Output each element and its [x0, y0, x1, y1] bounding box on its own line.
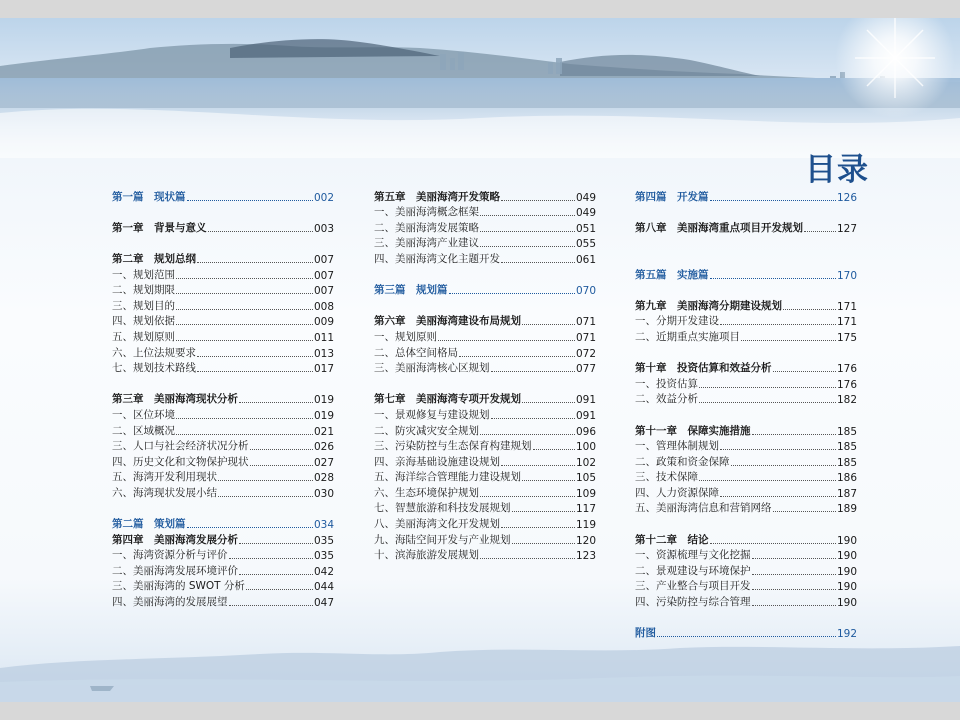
toc-dot-leader	[752, 434, 836, 435]
toc-dot-leader	[459, 356, 575, 357]
toc-page-number: 190	[836, 597, 857, 610]
toc-page-number: 049	[575, 191, 596, 204]
toc-entry-title: 二、美丽海湾发展环境评价	[112, 564, 238, 577]
toc-dot-leader	[491, 418, 575, 419]
toc-dot-leader	[522, 402, 575, 403]
toc-page-number: 027	[313, 456, 334, 469]
toc-section-entry[interactable]	[635, 375, 857, 391]
toc-dot-leader	[176, 418, 313, 419]
toc-page-number: 126	[836, 191, 857, 204]
toc-page-number: 187	[836, 487, 857, 500]
toc-chapter-entry[interactable]	[374, 188, 596, 204]
toc-dot-leader	[480, 558, 575, 559]
toc-entry-title: 五、海洋综合管理能力建设规划	[374, 471, 521, 484]
toc-entry-title: 五、美丽海湾信息和营销网络	[635, 502, 772, 515]
toc-page-number: 071	[575, 331, 596, 344]
toc-page-number: 070	[575, 285, 596, 298]
toc-entry-title: 九、海陆空间开发与产业规划	[374, 533, 511, 546]
toc-page-number: 185	[836, 456, 857, 469]
toc-entry-title: 八、美丽海湾文化开发规划	[374, 518, 500, 531]
toc-dot-leader	[480, 231, 575, 232]
toc-entry-title: 七、智慧旅游和科技发展规划	[374, 502, 511, 515]
toc-spacer	[635, 609, 857, 625]
toc-entry-title: 十、滨海旅游发展规划	[374, 549, 479, 562]
toc-entry-title: 一、美丽海湾概念框架	[374, 206, 479, 219]
toc-dot-leader	[533, 449, 575, 450]
toc-page-number: 007	[313, 253, 334, 266]
toc-spacer	[635, 235, 857, 251]
toc-section-entry[interactable]	[112, 484, 334, 500]
toc-column-1	[112, 188, 334, 609]
toc-section-entry[interactable]	[112, 406, 334, 422]
toc-entry-title: 第十一章 保障实施措施	[635, 424, 751, 437]
toc-entry-title: 四、规划依据	[112, 315, 175, 328]
toc-column-3	[635, 188, 857, 640]
toc-dot-leader	[720, 324, 836, 325]
toc-dot-leader	[480, 215, 575, 216]
toc-page-number: 091	[575, 409, 596, 422]
toc-page-number: 021	[313, 425, 334, 438]
toc-page-number: 192	[836, 628, 857, 641]
toc-section-entry[interactable]	[635, 313, 857, 329]
toc-dot-leader	[752, 605, 836, 606]
toc-section-entry[interactable]	[374, 219, 596, 235]
toc-page-number: 185	[836, 425, 857, 438]
toc-section-entry[interactable]	[635, 469, 857, 485]
toc-section-entry[interactable]	[374, 344, 596, 360]
toc-section-entry[interactable]	[374, 453, 596, 469]
toc-dot-leader	[187, 200, 313, 201]
toc-dot-leader	[783, 309, 836, 310]
toc-dot-leader	[480, 434, 575, 435]
toc-page-number: 190	[836, 550, 857, 563]
toc-page-number: 100	[575, 441, 596, 454]
toc-spacer	[635, 204, 857, 220]
toc-section-entry[interactable]	[374, 235, 596, 251]
toc-section-entry[interactable]	[635, 391, 857, 407]
toc-entry-title: 一、管理体制规划	[635, 440, 719, 453]
toc-entry-title: 第一篇 现状篇	[112, 190, 186, 203]
toc-dot-leader	[480, 496, 575, 497]
toc-section-entry[interactable]	[112, 547, 334, 563]
toc-page-number: 013	[313, 347, 334, 360]
toc-dot-leader	[218, 496, 313, 497]
toc-entry-title: 六、海湾现状发展小结	[112, 486, 217, 499]
toc-section-entry[interactable]	[374, 250, 596, 266]
toc-entry-title: 四、亲海基础设施建设规划	[374, 455, 500, 468]
toc-dot-leader	[197, 356, 313, 357]
toc-section-entry[interactable]	[635, 593, 857, 609]
toc-page-number: 007	[313, 269, 334, 282]
toc-dot-leader	[710, 543, 836, 544]
toc-entry-title: 第五篇 实施篇	[635, 268, 709, 281]
toc-page-number: 035	[313, 534, 334, 547]
toc-section-entry[interactable]	[635, 500, 857, 516]
toc-dot-leader	[741, 340, 836, 341]
toc-entry-title: 二、景观建设与环境保护	[635, 564, 751, 577]
toc-spacer	[112, 204, 334, 220]
toc-page-number: 175	[836, 331, 857, 344]
toc-page-number: 034	[313, 519, 334, 532]
toc-section-entry[interactable]	[635, 438, 857, 454]
toc-entry-title: 五、规划原则	[112, 330, 175, 343]
toc-dot-leader	[491, 371, 575, 372]
toc-page-number: 077	[575, 363, 596, 376]
toc-part-entry[interactable]	[112, 515, 334, 531]
toc-page-number: 009	[313, 316, 334, 329]
toc-spacer	[112, 375, 334, 391]
toc-page-number: 105	[575, 472, 596, 485]
toc-dot-leader	[197, 371, 313, 372]
toc-page-number: 017	[313, 363, 334, 376]
toc-part-entry[interactable]	[635, 188, 857, 204]
toc-entry-title: 三、产业整合与项目开发	[635, 580, 751, 593]
toc-spacer	[635, 282, 857, 298]
toc-entry-title: 三、规划目的	[112, 299, 175, 312]
toc-dot-leader	[699, 387, 836, 388]
toc-page-number: 127	[836, 222, 857, 235]
toc-page-number: 176	[836, 363, 857, 376]
toc-dot-leader	[176, 324, 313, 325]
page-title: 目录	[805, 152, 869, 188]
toc-entry-title: 一、海湾资源分析与评价	[112, 549, 228, 562]
toc-section-entry[interactable]	[112, 328, 334, 344]
toc-entry-title: 二、美丽海湾发展策略	[374, 221, 479, 234]
toc-page-number: 011	[313, 331, 334, 344]
toc-entry-title: 第五章 美丽海湾开发策略	[374, 190, 500, 203]
toc-dot-leader	[512, 543, 575, 544]
toc-chapter-entry[interactable]	[635, 531, 857, 547]
toc-dot-leader	[208, 231, 313, 232]
toc-part-entry[interactable]	[112, 188, 334, 204]
toc-page-number: 002	[313, 191, 334, 204]
toc-dot-leader	[773, 511, 836, 512]
toc-dot-leader	[699, 402, 836, 403]
toc-entry-title: 第九章 美丽海湾分期建设规划	[635, 299, 782, 312]
toc-dot-leader	[250, 465, 313, 466]
toc-dot-leader	[187, 527, 313, 528]
toc-page-number: 190	[836, 565, 857, 578]
toc-section-entry[interactable]	[112, 593, 334, 609]
toc-page-number: 028	[313, 472, 334, 485]
toc-entry-title: 三、美丽海湾的 SWOT 分析	[112, 580, 245, 593]
toc-page	[0, 18, 960, 702]
toc-chapter-entry[interactable]	[374, 391, 596, 407]
toc-dot-leader	[176, 293, 313, 294]
toc-page-number: 061	[575, 253, 596, 266]
toc-entry-title: 二、防灾减灾安全规划	[374, 424, 479, 437]
toc-dot-leader	[239, 574, 313, 575]
toc-part-entry[interactable]	[635, 625, 857, 641]
toc-section-entry[interactable]	[635, 578, 857, 594]
toc-entry-title: 一、分期开发建设	[635, 315, 719, 328]
toc-page-number: 171	[836, 316, 857, 329]
toc-entry-title: 第三篇 规划篇	[374, 284, 448, 297]
toc-part-entry[interactable]	[635, 266, 857, 282]
toc-chapter-entry[interactable]	[112, 250, 334, 266]
toc-spacer	[635, 344, 857, 360]
toc-spacer	[635, 515, 857, 531]
toc-spacer	[374, 266, 596, 282]
toc-chapter-entry[interactable]	[635, 422, 857, 438]
toc-entry-title: 第二篇 策划篇	[112, 518, 186, 531]
toc-page-number: 109	[575, 487, 596, 500]
toc-part-entry[interactable]	[374, 282, 596, 298]
toc-page-number: 096	[575, 425, 596, 438]
toc-dot-leader	[239, 402, 313, 403]
toc-chapter-entry[interactable]	[112, 391, 334, 407]
toc-entry-title: 一、景观修复与建设规划	[374, 408, 490, 421]
toc-page-number: 120	[575, 534, 596, 547]
toc-dot-leader	[501, 262, 575, 263]
toc-entry-title: 一、规划范围	[112, 268, 175, 281]
toc-entry-title: 二、政策和资金保障	[635, 455, 730, 468]
toc-chapter-entry[interactable]	[635, 219, 857, 235]
toc-section-entry[interactable]	[374, 500, 596, 516]
toc-dot-leader	[720, 449, 836, 450]
toc-entry-title: 三、污染防控与生态保育构建规划	[374, 440, 532, 453]
toc-entry-title: 一、规划原则	[374, 330, 437, 343]
toc-dot-leader	[449, 293, 575, 294]
toc-entry-title: 二、近期重点实施项目	[635, 330, 740, 343]
toc-section-entry[interactable]	[112, 360, 334, 376]
toc-entry-title: 第七章 美丽海湾专项开发规划	[374, 393, 521, 406]
toc-section-entry[interactable]	[374, 328, 596, 344]
toc-dot-leader	[239, 543, 313, 544]
toc-section-entry[interactable]	[635, 484, 857, 500]
toc-entry-title: 第六章 美丽海湾建设布局规划	[374, 315, 521, 328]
toc-page-number: 019	[313, 394, 334, 407]
toc-entry-title: 一、区位环境	[112, 408, 175, 421]
toc-entry-title: 第十章 投资估算和效益分析	[635, 362, 772, 375]
toc-page-number: 035	[313, 550, 334, 563]
toc-page-number: 186	[836, 472, 857, 485]
toc-page-number: 189	[836, 503, 857, 516]
toc-chapter-entry[interactable]	[635, 297, 857, 313]
toc-entry-title: 第三章 美丽海湾现状分析	[112, 393, 238, 406]
toc-page-number: 185	[836, 441, 857, 454]
toc-page-number: 182	[836, 394, 857, 407]
toc-dot-leader	[229, 558, 313, 559]
toc-chapter-entry[interactable]	[635, 360, 857, 376]
toc-page-number: 007	[313, 285, 334, 298]
toc-entry-title: 四、美丽海湾的发展展望	[112, 596, 228, 609]
toc-entry-title: 六、生态环境保护规划	[374, 486, 479, 499]
toc-chapter-entry[interactable]	[112, 531, 334, 547]
toc-section-entry[interactable]	[112, 344, 334, 360]
toc-section-entry[interactable]	[635, 328, 857, 344]
toc-entry-title: 三、人口与社会经济状况分析	[112, 440, 249, 453]
toc-page-number: 049	[575, 207, 596, 220]
toc-section-entry[interactable]	[112, 282, 334, 298]
toc-entry-title: 一、投资估算	[635, 377, 698, 390]
toc-entry-title: 三、技术保障	[635, 471, 698, 484]
toc-dot-leader	[657, 636, 836, 637]
toc-entry-title: 第一章 背景与意义	[112, 221, 207, 234]
toc-section-entry[interactable]	[112, 266, 334, 282]
toc-dot-leader	[752, 558, 836, 559]
toc-dot-leader	[176, 434, 313, 435]
toc-section-entry[interactable]	[374, 406, 596, 422]
toc-section-entry[interactable]	[112, 453, 334, 469]
toc-section-entry[interactable]	[112, 438, 334, 454]
toc-spacer	[112, 235, 334, 251]
toc-dot-leader	[522, 324, 575, 325]
toc-page-number: 190	[836, 534, 857, 547]
toc-page-number: 071	[575, 316, 596, 329]
toc-section-entry[interactable]	[374, 515, 596, 531]
toc-entry-title: 二、总体空间格局	[374, 346, 458, 359]
toc-page-number: 123	[575, 550, 596, 563]
coastline-banner	[0, 18, 960, 158]
toc-page-number: 030	[313, 487, 334, 500]
toc-page-number: 102	[575, 456, 596, 469]
toc-section-entry[interactable]	[374, 531, 596, 547]
toc-entry-title: 二、效益分析	[635, 393, 698, 406]
toc-section-entry[interactable]	[112, 297, 334, 313]
toc-dot-leader	[522, 480, 575, 481]
toc-section-entry[interactable]	[374, 547, 596, 563]
toc-page-number: 119	[575, 519, 596, 532]
toc-entry-title: 四、美丽海湾文化主题开发	[374, 252, 500, 265]
toc-column-2	[374, 188, 596, 562]
toc-section-entry[interactable]	[112, 422, 334, 438]
toc-spacer	[112, 500, 334, 516]
toc-dot-leader	[229, 605, 313, 606]
toc-entry-title: 四、人力资源保障	[635, 486, 719, 499]
toc-page-number: 171	[836, 300, 857, 313]
toc-section-entry[interactable]	[374, 438, 596, 454]
toc-page-number: 055	[575, 238, 596, 251]
toc-page-number: 170	[836, 269, 857, 282]
toc-spacer	[374, 375, 596, 391]
toc-dot-leader	[246, 589, 313, 590]
toc-entry-title: 附图	[635, 627, 656, 640]
toc-dot-leader	[438, 340, 575, 341]
toc-entry-title: 二、规划期限	[112, 284, 175, 297]
toc-section-entry[interactable]	[635, 453, 857, 469]
toc-dot-leader	[512, 511, 575, 512]
toc-page-number: 091	[575, 394, 596, 407]
toc-entry-title: 第二章 规划总纲	[112, 252, 196, 265]
toc-section-entry[interactable]	[374, 204, 596, 220]
toc-dot-leader	[501, 527, 575, 528]
toc-page-number: 026	[313, 441, 334, 454]
toc-chapter-entry[interactable]	[374, 313, 596, 329]
toc-dot-leader	[731, 465, 836, 466]
toc-page-number: 008	[313, 300, 334, 313]
toc-page-number: 047	[313, 597, 334, 610]
toc-section-entry[interactable]	[374, 469, 596, 485]
toc-dot-leader	[804, 231, 836, 232]
toc-dot-leader	[176, 309, 313, 310]
toc-section-entry[interactable]	[112, 578, 334, 594]
toc-section-entry[interactable]	[374, 422, 596, 438]
toc-entry-title: 第十二章 结论	[635, 533, 709, 546]
toc-spacer	[635, 406, 857, 422]
toc-dot-leader	[710, 278, 836, 279]
toc-section-entry[interactable]	[374, 360, 596, 376]
toc-entry-title: 第四章 美丽海湾发展分析	[112, 533, 238, 546]
toc-page-number: 044	[313, 581, 334, 594]
toc-dot-leader	[710, 200, 836, 201]
toc-page-number: 190	[836, 581, 857, 594]
toc-dot-leader	[752, 589, 836, 590]
toc-dot-leader	[501, 200, 575, 201]
toc-entry-title: 三、美丽海湾核心区规划	[374, 362, 490, 375]
toc-entry-title: 一、资源梳理与文化挖掘	[635, 549, 751, 562]
toc-section-entry[interactable]	[112, 313, 334, 329]
toc-dot-leader	[699, 480, 836, 481]
toc-dot-leader	[752, 574, 836, 575]
toc-entry-title: 二、区域概况	[112, 424, 175, 437]
toc-page-number: 019	[313, 409, 334, 422]
toc-entry-title: 第四篇 开发篇	[635, 190, 709, 203]
toc-dot-leader	[176, 278, 313, 279]
toc-spacer	[374, 297, 596, 313]
toc-page-number: 072	[575, 347, 596, 360]
toc-page-number: 117	[575, 503, 596, 516]
toc-entry-title: 七、规划技术路线	[112, 362, 196, 375]
toc-entry-title: 第八章 美丽海湾重点项目开发规划	[635, 221, 803, 234]
toc-page-number: 003	[313, 222, 334, 235]
toc-dot-leader	[720, 496, 836, 497]
toc-section-entry[interactable]	[112, 562, 334, 578]
toc-page-number: 176	[836, 378, 857, 391]
toc-dot-leader	[197, 262, 313, 263]
toc-entry-title: 四、历史文化和文物保护现状	[112, 455, 249, 468]
toc-entry-title: 六、上位法规要求	[112, 346, 196, 359]
toc-dot-leader	[501, 465, 575, 466]
toc-dot-leader	[218, 480, 313, 481]
toc-spacer	[635, 250, 857, 266]
toc-dot-leader	[480, 246, 575, 247]
toc-dot-leader	[176, 340, 313, 341]
toc-entry-title: 四、污染防控与综合管理	[635, 596, 751, 609]
toc-section-entry[interactable]	[635, 547, 857, 563]
toc-section-entry[interactable]	[112, 469, 334, 485]
toc-section-entry[interactable]	[635, 562, 857, 578]
toc-page-number: 051	[575, 222, 596, 235]
toc-section-entry[interactable]	[374, 484, 596, 500]
toc-dot-leader	[773, 371, 836, 372]
toc-chapter-entry[interactable]	[112, 219, 334, 235]
toc-dot-leader	[250, 449, 313, 450]
toc-entry-title: 三、美丽海湾产业建议	[374, 237, 479, 250]
toc-entry-title: 五、海湾开发利用现状	[112, 471, 217, 484]
toc-page-number: 042	[313, 565, 334, 578]
